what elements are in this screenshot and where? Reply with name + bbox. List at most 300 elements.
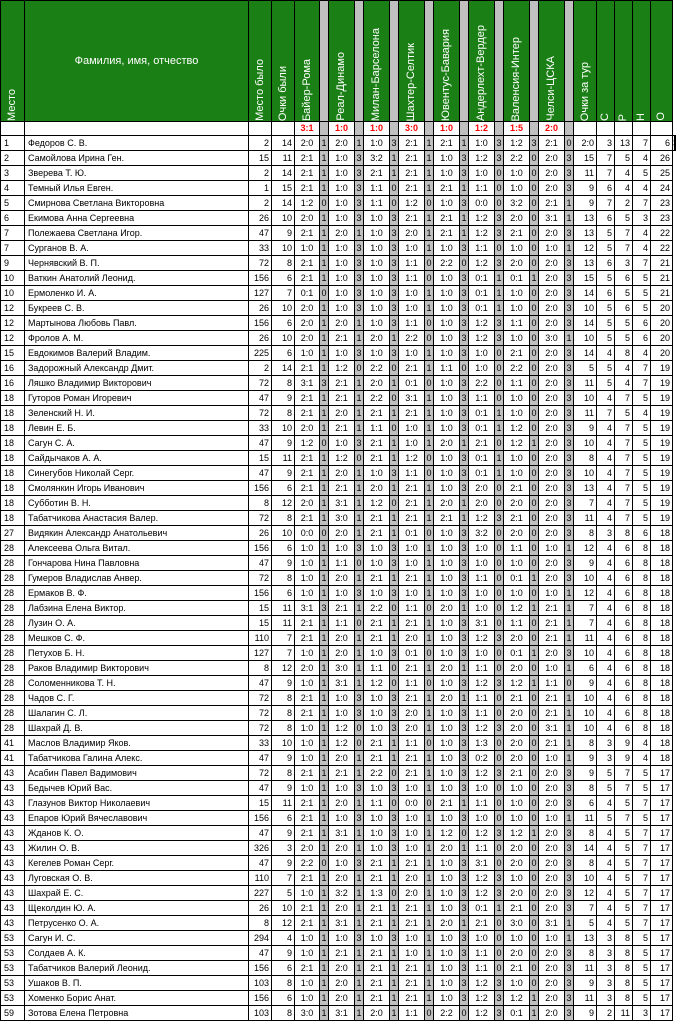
match-8-pred-cell: 2:1	[539, 736, 565, 751]
match-6-pred-cell: 1:2	[469, 1006, 495, 1021]
match-5-pts-cell: 3	[460, 196, 469, 211]
match-1-pred-cell: 3:1	[295, 376, 320, 391]
match-5-pts-cell: 3	[460, 616, 469, 631]
match-4-pts-cell: 1	[425, 541, 434, 556]
match-2-pred-cell: 1:2	[329, 361, 355, 376]
match-4-pred-cell: 1:1	[399, 1006, 425, 1021]
match-6-pred-cell: 1:1	[469, 961, 495, 976]
match-8-pts-cell: 1	[565, 751, 574, 766]
tour-points-cell: 10	[574, 646, 597, 661]
prev-points-cell: 10	[272, 241, 295, 256]
place-cell: 53	[1, 991, 25, 1006]
r-count-cell: 8	[615, 931, 633, 946]
match-6-pts-cell: 0	[495, 541, 504, 556]
prev-points-cell: 10	[272, 301, 295, 316]
match-4-pts-cell: 1	[425, 661, 434, 676]
match-3-pred-cell: 2:1	[364, 451, 390, 466]
table-row	[1, 151, 676, 166]
table-row	[1, 811, 676, 826]
s-count-cell: 3	[597, 136, 615, 151]
match-6-pred-cell: 1:2	[469, 211, 495, 226]
table-row	[1, 346, 676, 361]
match-1-pred-cell: 2:1	[295, 466, 320, 481]
prev-place-cell: 26	[249, 901, 272, 916]
place-cell: 28	[1, 646, 25, 661]
match-6-pts-cell: 0	[495, 736, 504, 751]
match-8-pts-cell: 3	[565, 406, 574, 421]
n-count-cell: 7	[633, 796, 651, 811]
match-3-pred-cell: 2:1	[364, 526, 390, 541]
match-8-pts-cell: 3	[565, 451, 574, 466]
match-3-pts-cell: 3	[390, 346, 399, 361]
tour-points-cell: 14	[574, 346, 597, 361]
match-2-pts-cell: 0	[355, 616, 364, 631]
s-count-cell: 3	[597, 931, 615, 946]
place-cell: 53	[1, 946, 25, 961]
match-8-pts-cell: 1	[565, 196, 574, 211]
match-2-pts-cell: 3	[355, 286, 364, 301]
prev-place-cell: 72	[249, 571, 272, 586]
n-count-cell: 5	[633, 436, 651, 451]
match-6-pred-cell: 0:1	[469, 901, 495, 916]
match-4-pred-cell: 1:0	[399, 346, 425, 361]
place-cell: 43	[1, 781, 25, 796]
match-3-pts-cell: 3	[390, 706, 399, 721]
match-2-pred-cell: 1:0	[329, 271, 355, 286]
prev-place-cell: 72	[249, 511, 272, 526]
prev-place-cell: 156	[249, 991, 272, 1006]
match-7-pts-cell: 0	[530, 286, 539, 301]
n-count-cell: 8	[633, 706, 651, 721]
match-7-pts-cell: 1	[530, 436, 539, 451]
total-cell: 20	[651, 331, 673, 346]
total-cell: 19	[651, 481, 673, 496]
match-3-pts-cell: 3	[390, 301, 399, 316]
prev-points-cell: 10	[272, 421, 295, 436]
table-row	[1, 886, 676, 901]
match-8-pred-cell: 2:0	[539, 841, 565, 856]
match-1-pts-cell: 1	[320, 691, 329, 706]
match-2-pred-cell: 1:0	[329, 586, 355, 601]
match-7-pts-cell: 0	[530, 886, 539, 901]
match-8-pred-cell: 2:1	[539, 136, 565, 151]
name-cell: Чадов С. Г.	[25, 691, 249, 706]
r-count-cell: 5	[615, 796, 633, 811]
match-7-pts-cell: 0	[530, 961, 539, 976]
table-row	[1, 556, 676, 571]
match-4-pts-cell: 1	[425, 181, 434, 196]
n-count-cell: 5	[633, 391, 651, 406]
match-4-pred-cell: 3:1	[399, 391, 425, 406]
prev-points-cell: 8	[272, 571, 295, 586]
s-count-cell: 5	[597, 331, 615, 346]
r-count-cell: 6	[615, 676, 633, 691]
match-8-pts-cell: 1	[565, 931, 574, 946]
n-count-cell: 8	[633, 541, 651, 556]
table-row	[1, 496, 676, 511]
match-3-pred-cell: 1:1	[364, 421, 390, 436]
match-8-pts-cell: 1	[565, 631, 574, 646]
place-cell: 18	[1, 466, 25, 481]
match-7-pts-cell: 0	[530, 316, 539, 331]
prev-place-cell: 72	[249, 706, 272, 721]
match-7-pred-cell: 0:1	[504, 646, 530, 661]
match-1-pred-cell: 1:0	[295, 586, 320, 601]
match-2-pred-cell: 3:1	[329, 496, 355, 511]
place-cell: 7	[1, 241, 25, 256]
match-8-pred-cell: 2:0	[539, 481, 565, 496]
prev-place-cell: 47	[249, 466, 272, 481]
match-8-pts-cell: 3	[565, 481, 574, 496]
match-8-pts-cell: 1	[565, 811, 574, 826]
match-7-pred-cell: 1:0	[504, 166, 530, 181]
s-count-cell: 3	[597, 961, 615, 976]
match-5-pred-cell: 1:0	[434, 961, 460, 976]
n-count-cell: 7	[633, 856, 651, 871]
prev-place-cell: 110	[249, 631, 272, 646]
match-4-pred-cell: 2:1	[399, 361, 425, 376]
total-cell: 17	[651, 766, 673, 781]
r-count-cell: 6	[615, 541, 633, 556]
n-count-cell: 4	[633, 736, 651, 751]
place-cell: 43	[1, 856, 25, 871]
place-cell: 53	[1, 976, 25, 991]
prev-place-cell: 156	[249, 961, 272, 976]
match-1-pts-cell: 1	[320, 466, 329, 481]
total-cell: 18	[651, 706, 673, 721]
match-7-pred-cell: 1:0	[504, 451, 530, 466]
blank-cell	[25, 122, 249, 136]
match-8-pred-cell: 2:0	[539, 646, 565, 661]
match-8-pts-cell: 3	[565, 286, 574, 301]
match-8-pts-cell: 3	[565, 466, 574, 481]
s-count-cell: 4	[597, 661, 615, 676]
tour-points-cell: 13	[574, 256, 597, 271]
prev-points-cell: 8	[272, 706, 295, 721]
place-cell: 28	[1, 586, 25, 601]
match-3-pts-cell: 0	[390, 361, 399, 376]
match-4-pred-cell: 2:1	[399, 511, 425, 526]
match-3-pred-cell: 2:0	[364, 1006, 390, 1021]
place-cell: 28	[1, 601, 25, 616]
table-row	[1, 691, 676, 706]
match-1-pts-cell: 1	[320, 796, 329, 811]
prev-place-cell: 47	[249, 781, 272, 796]
match-7-pred-cell: 2:2	[504, 151, 530, 166]
match-3-pred-cell: 1:0	[364, 931, 390, 946]
match-7-pts-cell: 0	[530, 301, 539, 316]
name-cell: Темный Илья Евген.	[25, 181, 249, 196]
match-7-pred-cell: 1:0	[504, 586, 530, 601]
match-1-pred-cell: 2:0	[295, 661, 320, 676]
match-3-pred-cell: 2:1	[364, 436, 390, 451]
prev-place-cell: 33	[249, 736, 272, 751]
prev-points-cell: 5	[272, 886, 295, 901]
match-1-pred-cell: 2:1	[295, 961, 320, 976]
match-8-pts-cell: 1	[565, 916, 574, 931]
name-cell: Кегелев Роман Серг.	[25, 856, 249, 871]
prev-place-cell: 47	[249, 391, 272, 406]
match-6-pts-cell: 0	[495, 181, 504, 196]
prev-points-cell: 11	[272, 616, 295, 631]
total-cell: 17	[651, 841, 673, 856]
prev-points-cell: 10	[272, 331, 295, 346]
blank-cell	[574, 122, 597, 136]
name-cell: Букреев С. В.	[25, 301, 249, 316]
match-2-pred-cell: 2:1	[329, 946, 355, 961]
s-count-cell: 3	[597, 991, 615, 1006]
match-3-pred-cell: 1:2	[364, 676, 390, 691]
match-8-pred-cell: 3:1	[539, 916, 565, 931]
match-7-pred-cell: 2:0	[504, 526, 530, 541]
r-count-cell: 7	[615, 391, 633, 406]
match-2-pred-cell: 2:0	[329, 796, 355, 811]
table-row	[1, 526, 676, 541]
match-header-1: Байер-Рома	[295, 1, 320, 122]
match-4-pts-cell: 1	[425, 916, 434, 931]
match-4-pts-cell: 0	[425, 646, 434, 661]
match-2-pred-cell: 2:0	[329, 631, 355, 646]
match-4-pts-cell: 0	[425, 271, 434, 286]
match-5-pts-cell: 0	[460, 361, 469, 376]
table-row	[1, 451, 676, 466]
match-1-pts-cell: 0	[320, 856, 329, 871]
prev-points-cell: 6	[272, 271, 295, 286]
tour-points-cell: 10	[574, 871, 597, 886]
s-count-cell: 4	[597, 496, 615, 511]
s-count-cell: 4	[597, 841, 615, 856]
prev-place-cell: 2	[249, 136, 272, 151]
match-2-pred-cell: 1:0	[329, 181, 355, 196]
s-count-cell: 4	[597, 436, 615, 451]
prev-place-cell: 156	[249, 481, 272, 496]
match-2-pts-cell: 1	[355, 481, 364, 496]
match-3-pts-cell: 1	[390, 481, 399, 496]
match-4-pred-cell: 0:0	[399, 796, 425, 811]
prev-points-cell: 8	[272, 691, 295, 706]
r-count-cell: 5	[615, 151, 633, 166]
match-6-pred-cell: 1:1	[469, 706, 495, 721]
s-count-cell: 7	[597, 151, 615, 166]
match-4-pred-cell: 1:0	[399, 841, 425, 856]
match-8-pred-cell: 2:0	[539, 781, 565, 796]
match-4-pts-cell: 1	[425, 616, 434, 631]
table-row	[1, 931, 676, 946]
match-1-pred-cell: 1:0	[295, 751, 320, 766]
name-cell: Ермаков В. Ф.	[25, 586, 249, 601]
match-1-pts-cell: 1	[320, 556, 329, 571]
match-8-pred-cell: 2:0	[539, 376, 565, 391]
r-count-cell: 4	[615, 166, 633, 181]
r-count-cell: 5	[615, 871, 633, 886]
n-count-cell: 5	[633, 976, 651, 991]
match-7-pred-cell: 2:0	[504, 721, 530, 736]
match-2-pred-cell: 1:0	[329, 856, 355, 871]
s-count-cell: 4	[597, 691, 615, 706]
match-8-pred-cell: 2:0	[539, 421, 565, 436]
match-5-pred-cell: 1:0	[434, 976, 460, 991]
match-3-pts-cell: 1	[390, 166, 399, 181]
match-2-pts-cell: 3	[355, 181, 364, 196]
match-3-pred-cell: 1:3	[364, 886, 390, 901]
name-cell: Табатчикова Анастасия Валер.	[25, 511, 249, 526]
match-5-pts-cell: 1	[460, 916, 469, 931]
match-5-pts-cell: 3	[460, 856, 469, 871]
match-8-pts-cell: 1	[565, 691, 574, 706]
match-3-pts-cell: 3	[390, 256, 399, 271]
total-cell: 18	[651, 661, 673, 676]
match-1-pred-cell: 1:0	[295, 571, 320, 586]
match-1-pred-cell: 0:1	[295, 286, 320, 301]
match-6-pred-cell: 0:1	[469, 421, 495, 436]
prev-place-cell: 72	[249, 766, 272, 781]
match-6-pred-cell: 0:1	[469, 406, 495, 421]
total-cell: 19	[651, 391, 673, 406]
match-5-pred-cell: 1:0	[434, 421, 460, 436]
table-row	[1, 796, 676, 811]
match-6-pts-cell: 0	[495, 496, 504, 511]
prev-points-cell: 9	[272, 556, 295, 571]
n-count-cell: 3	[633, 211, 651, 226]
match-5-pts-cell: 3	[460, 151, 469, 166]
match-8-pred-cell: 2:0	[539, 361, 565, 376]
match-8-pred-cell: 2:0	[539, 466, 565, 481]
match-7-pts-cell: 0	[530, 151, 539, 166]
prev-place-cell: 8	[249, 496, 272, 511]
match-6-pts-cell: 3	[495, 151, 504, 166]
match-8-pts-cell: 0	[565, 136, 574, 151]
table-row	[1, 181, 676, 196]
match-8-pred-cell: 2:0	[539, 556, 565, 571]
match-2-pred-cell: 2:0	[329, 226, 355, 241]
match-3-pred-cell: 1:0	[364, 721, 390, 736]
match-6-pts-cell: 1	[495, 466, 504, 481]
match-2-pts-cell: 1	[355, 631, 364, 646]
r-count-cell: 6	[615, 556, 633, 571]
n-count-cell: 7	[633, 871, 651, 886]
table-row	[1, 826, 676, 841]
match-6-pred-cell: 1:2	[469, 976, 495, 991]
match-2-pred-cell: 1:0	[329, 256, 355, 271]
match-7-pts-cell: 0	[530, 511, 539, 526]
match-7-pred-cell: 1:0	[504, 556, 530, 571]
match-7-pts-cell: 0	[530, 661, 539, 676]
results-row	[1, 122, 676, 136]
place-cell: 5	[1, 196, 25, 211]
match-3-pred-cell: 2:1	[364, 856, 390, 871]
r-count-cell: 9	[615, 736, 633, 751]
match-8-pred-cell: 2:1	[539, 196, 565, 211]
undefined-cell	[674, 136, 676, 151]
match-2-pred-cell: 1:1	[329, 556, 355, 571]
r-count-cell: 7	[615, 496, 633, 511]
match-3-pred-cell: 1:0	[364, 826, 390, 841]
match-3-pred-cell: 1:0	[364, 466, 390, 481]
match-8-pts-cell: 1	[565, 241, 574, 256]
match-1-pred-cell: 2:1	[295, 901, 320, 916]
match-8-pred-cell: 1:0	[539, 541, 565, 556]
tour-points-cell: 14	[574, 286, 597, 301]
r-header: Р	[615, 1, 633, 122]
match-8-pts-cell: 3	[565, 901, 574, 916]
match-7-pred-cell: 2:1	[504, 346, 530, 361]
match-7-pts-cell: 0	[530, 841, 539, 856]
n-count-cell: 8	[633, 586, 651, 601]
tour-points-cell: 7	[574, 496, 597, 511]
match-7-pts-cell: 1	[530, 271, 539, 286]
prev-points-cell: 8	[272, 766, 295, 781]
prev-place-cell: 156	[249, 586, 272, 601]
match-5-pred-cell: 1:0	[434, 856, 460, 871]
s-count-cell: 4	[597, 466, 615, 481]
place-cell: 28	[1, 556, 25, 571]
match-6-pred-cell: 1:2	[469, 721, 495, 736]
place-cell: 7	[1, 226, 25, 241]
match-header-6: Андерлехт-Вердер	[469, 1, 495, 122]
match-7-pts-cell: 0	[530, 781, 539, 796]
match-8-pts-cell: 1	[565, 586, 574, 601]
total-cell: 17	[651, 901, 673, 916]
tour-points-cell: 10	[574, 331, 597, 346]
s-count-cell: 3	[597, 736, 615, 751]
match-3-pts-cell: 1	[390, 1006, 399, 1021]
total-cell: 17	[651, 781, 673, 796]
match-7-pred-cell: 1:0	[504, 391, 530, 406]
tour-points-cell: 11	[574, 376, 597, 391]
tour-points-cell: 9	[574, 556, 597, 571]
prev-points-cell: 10	[272, 901, 295, 916]
prev-place-cell: 33	[249, 421, 272, 436]
table-row	[1, 511, 676, 526]
match-5-pred-cell: 1:0	[434, 736, 460, 751]
blank-cell	[1, 122, 25, 136]
tour-points-cell: 9	[574, 676, 597, 691]
table-row	[1, 331, 676, 346]
match-8-pts-cell: 3	[565, 871, 574, 886]
match-3-pts-cell: 1	[390, 571, 399, 586]
place-cell: 12	[1, 301, 25, 316]
total-cell: 22	[651, 241, 673, 256]
name-cell: Асабин Павел Вадимович	[25, 766, 249, 781]
prev-place-cell: 2	[249, 166, 272, 181]
match-1-pred-cell: 2:1	[295, 256, 320, 271]
match-4-pred-cell: 2:1	[399, 136, 425, 151]
match-4-pts-cell: 1	[425, 691, 434, 706]
prev-points-cell: 10	[272, 211, 295, 226]
match-6-pts-cell: 3	[495, 211, 504, 226]
match-8-pts-cell: 1	[565, 541, 574, 556]
match-2-pts-cell: 0	[355, 556, 364, 571]
match-6-pred-cell: 1:2	[469, 826, 495, 841]
match-6-pts-cell: 0	[495, 961, 504, 976]
match-8-pts-cell: 3	[565, 946, 574, 961]
match-8-pred-cell: 2:0	[539, 991, 565, 1006]
tour-points-cell: 12	[574, 241, 597, 256]
match-1-pts-cell: 1	[320, 616, 329, 631]
match-3-pred-cell: 1:0	[364, 691, 390, 706]
total-cell: 18	[651, 601, 673, 616]
match-4-pts-cell: 1	[425, 241, 434, 256]
match-2-pts-cell: 3	[355, 256, 364, 271]
place-cell: 18	[1, 436, 25, 451]
match-5-pts-cell: 1	[460, 601, 469, 616]
match-8-pred-cell: 2:0	[539, 946, 565, 961]
match-1-pts-cell: 1	[320, 781, 329, 796]
match-6-pred-cell: 1:1	[469, 946, 495, 961]
place-cell: 27	[1, 526, 25, 541]
match-6-pred-cell: 1:2	[469, 886, 495, 901]
prev-points-cell: 14	[272, 136, 295, 151]
